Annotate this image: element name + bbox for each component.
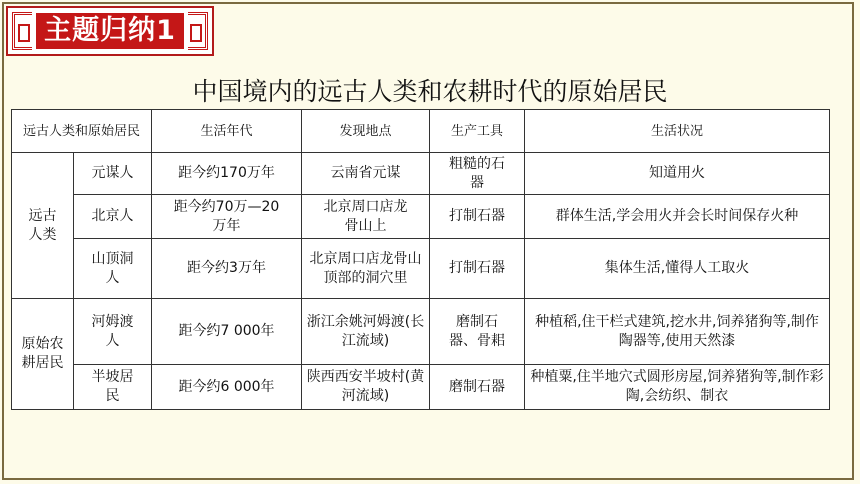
header-cell: 发现地点 xyxy=(302,110,430,153)
table-cell: 山顶洞人 xyxy=(74,239,152,299)
table-row xyxy=(12,195,830,239)
table-cell: 种植稻,住干栏式建筑,挖水井,饲养猪狗等,制作陶器等,使用天然漆 xyxy=(525,299,830,365)
table-row xyxy=(12,299,830,365)
header-cell: 生活年代 xyxy=(152,110,302,153)
table-cell: 距今约7 000年 xyxy=(152,299,302,365)
header-cell: 远古人类和原始居民 xyxy=(12,110,152,153)
table-cell: 种植粟,住半地穴式圆形房屋,饲养猪狗等,制作彩陶,会纺织、制衣 xyxy=(525,365,830,410)
table-cell: 距今约70万—20万年 xyxy=(152,195,302,239)
table-cell: 磨制石器 xyxy=(430,365,525,410)
table-cell: 北京人 xyxy=(74,195,152,239)
group-label: 原始农耕居民 xyxy=(12,299,74,410)
table-cell: 打制石器 xyxy=(430,195,525,239)
topic-badge xyxy=(6,6,214,56)
table-row xyxy=(12,239,830,299)
table-cell: 距今约170万年 xyxy=(152,153,302,195)
table-row xyxy=(12,365,830,410)
topic-badge-label: 主题归纳1 xyxy=(36,13,184,49)
ornament-left-icon xyxy=(12,12,32,50)
table-cell: 打制石器 xyxy=(430,239,525,299)
header-cell: 生产工具 xyxy=(430,110,525,153)
table-cell: 集体生活,懂得人工取火 xyxy=(525,239,830,299)
table-cell: 云南省元谋 xyxy=(302,153,430,195)
table-header-row xyxy=(12,110,830,153)
table-cell: 距今约6 000年 xyxy=(152,365,302,410)
group-label: 远古人类 xyxy=(12,153,74,299)
table-cell: 群体生活,学会用火并会长时间保存火种 xyxy=(525,195,830,239)
table-cell: 半坡居民 xyxy=(74,365,152,410)
table-cell: 距今约3万年 xyxy=(152,239,302,299)
table-cell: 知道用火 xyxy=(525,153,830,195)
ornament-right-icon xyxy=(188,12,208,50)
table-cell: 磨制石器、骨耜 xyxy=(430,299,525,365)
table-cell: 浙江余姚河姆渡(长江流域) xyxy=(302,299,430,365)
table-cell: 北京周口店龙骨山上 xyxy=(302,195,430,239)
table-cell: 北京周口店龙骨山顶部的洞穴里 xyxy=(302,239,430,299)
page-title: 中国境内的远古人类和农耕时代的原始居民 xyxy=(192,77,668,106)
table-cell: 河姆渡人 xyxy=(74,299,152,365)
header-cell: 生活状况 xyxy=(525,110,830,153)
summary-table xyxy=(11,109,830,410)
table-row xyxy=(12,153,830,195)
table-cell: 元谋人 xyxy=(74,153,152,195)
table-cell: 陕西西安半坡村(黄河流域) xyxy=(302,365,430,410)
table-cell: 粗糙的石器 xyxy=(430,153,525,195)
